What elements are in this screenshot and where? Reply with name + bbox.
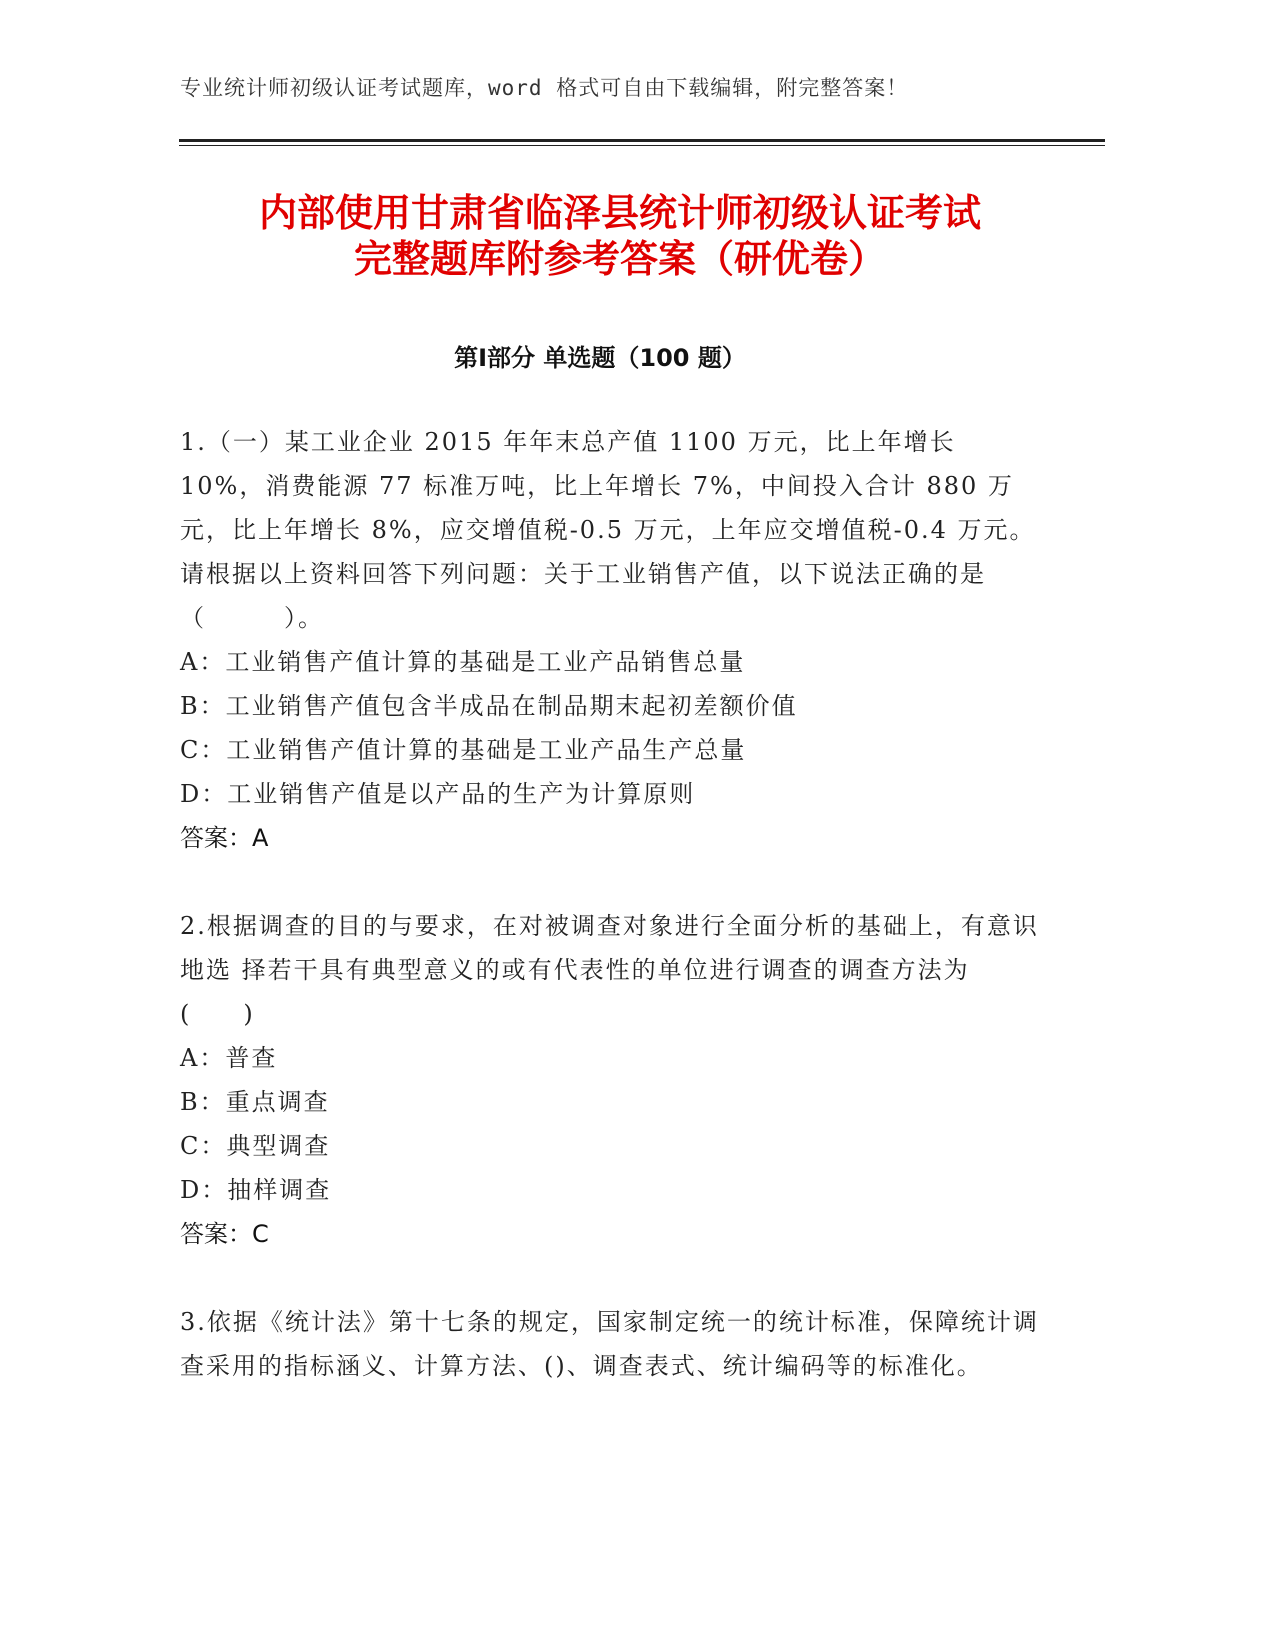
question-stem: 2.根据调查的目的与要求，在对被调查对象进行全面分析的基础上，有意识地选 择若干具有典型意义的或有代表性的单位进行调查的调查方法为( ) [180, 912, 1039, 1028]
option-b: B：重点调查 [180, 1088, 330, 1116]
answer: 答案：A [180, 824, 269, 852]
question-2 [180, 904, 1040, 1256]
question-stem: 1.（一）某工业企业 2015 年年末总产值 1100 万元，比上年增长 10%，消费能源 77 标准万吨，比上年增长 7%，中间投入合计 880 万元，比上年增长 8%，应交增值税-0.5 万元，上年应交增值税-0.4 万元。请根据以上资料回答下列问题：关于工业销售产值，以下说法正确的是（ ）。 [180, 428, 1036, 632]
question-list [180, 420, 1040, 1432]
header-rule-thin [179, 145, 1105, 146]
option-d: D：工业销售产值是以产品的生产为计算原则 [180, 780, 696, 808]
option-a: A：普查 [180, 1044, 278, 1072]
question-3 [180, 1300, 1040, 1388]
document-title [140, 190, 1100, 282]
answer: 答案：C [180, 1220, 269, 1248]
header-rule-thick [179, 139, 1105, 142]
question-stem: 3.依据《统计法》第十七条的规定，国家制定统一的统计标准，保障统计调查采用的指标涵义、计算方法、()、调查表式、统计编码等的标准化。 [180, 1308, 1039, 1380]
option-c: C：工业销售产值计算的基础是工业产品生产总量 [180, 736, 747, 764]
title-line-1: 内部使用甘肃省临泽县统计师初级认证考试 [258, 191, 981, 235]
option-d: D：抽样调查 [180, 1176, 332, 1204]
option-c: C：典型调查 [180, 1132, 331, 1160]
question-1 [180, 420, 1040, 860]
option-a: A：工业销售产值计算的基础是工业产品销售总量 [180, 648, 746, 676]
title-line-2: 完整题库附参考答案（研优卷） [353, 237, 886, 281]
section-title: 第Ⅰ部分 单选题（100 题） [454, 344, 746, 372]
header-note: 专业统计师初级认证考试题库，word 格式可自由下载编辑，附完整答案！ [180, 76, 909, 100]
option-b: B：工业销售产值包含半成品在制品期末起初差额价值 [180, 692, 798, 720]
